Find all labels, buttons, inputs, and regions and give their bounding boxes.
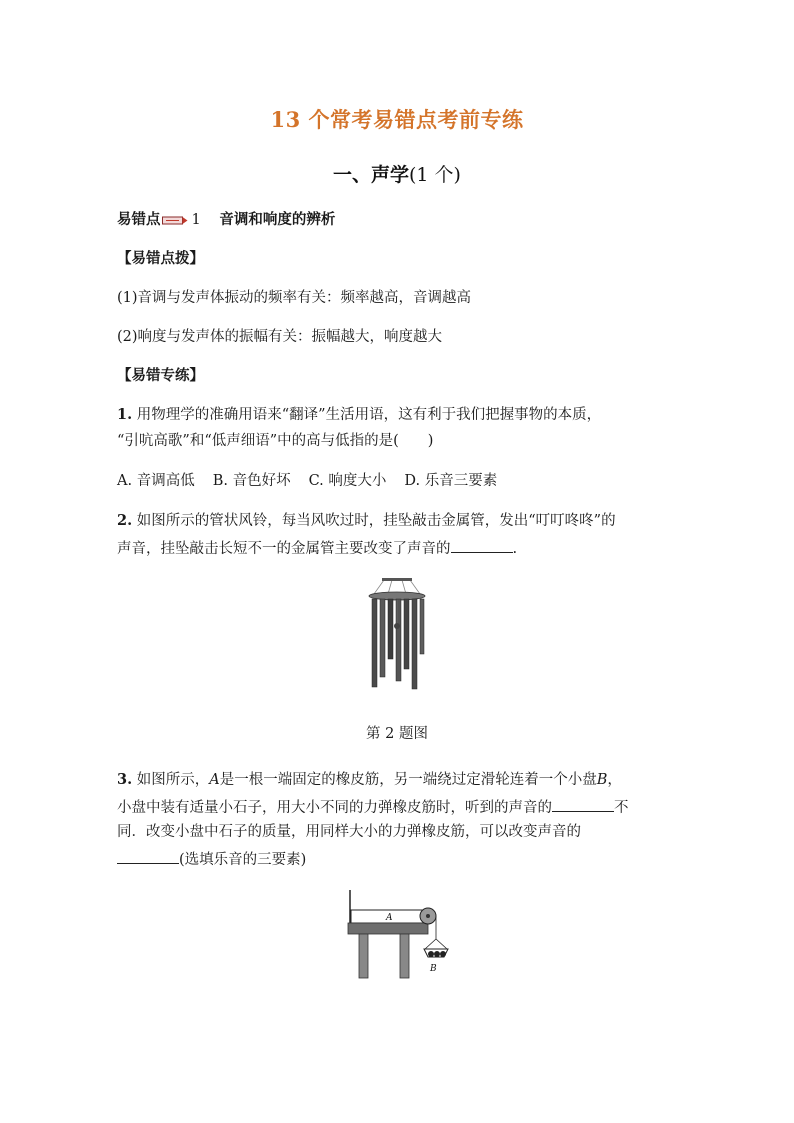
question-1-options bbox=[117, 471, 515, 491]
question-1-line-2: “引吭高歌”和“低声细语”中的高与低指的是( ) bbox=[117, 433, 434, 449]
document-title: 13 个常考易错点考前专练 bbox=[270, 107, 524, 132]
error-point-heading bbox=[117, 210, 335, 230]
answer-blank bbox=[552, 796, 614, 812]
answer-blank bbox=[451, 537, 513, 553]
pencil-icon bbox=[162, 215, 188, 226]
tip-2: (2)响度与发声体的振幅有关：振幅越大，响度越大 bbox=[117, 329, 443, 345]
answer-blank bbox=[117, 848, 179, 864]
error-point-topic: 音调和响度的辨析 bbox=[219, 211, 336, 228]
question-3-line-2: 小盘中装有适量小石子，用大小不同的力弹橡皮筋时，听到的声音的 不 bbox=[117, 796, 629, 818]
label-b: B bbox=[430, 964, 437, 974]
option-a: A. 音调高低 bbox=[117, 473, 195, 489]
question-3-line-4: (选填乐音的三要素) bbox=[117, 848, 306, 870]
question-3-number: 3. bbox=[117, 771, 133, 788]
option-b: B. 音色好坏 bbox=[212, 473, 291, 489]
tips-heading: 【易错点拨】 bbox=[117, 250, 204, 267]
error-point-number: 1 bbox=[191, 212, 201, 228]
option-c: C. 响度大小 bbox=[308, 473, 387, 489]
error-point-prefix: 易错点 bbox=[117, 211, 161, 228]
label-a: A bbox=[386, 913, 393, 923]
question-3-line-3: 同．改变小盘中石子的质量，用同样大小的力弹橡皮筋，可以改变声音的 bbox=[117, 824, 581, 840]
question-2-line-2: 声音，挂坠敲击长短不一的金属管主要改变了声音的 . bbox=[117, 537, 517, 559]
wind-chime-image bbox=[362, 578, 432, 694]
tip-1: (1)音调与发声体振动的频率有关：频率越高，音调越高 bbox=[117, 290, 472, 306]
question-1-text: 用物理学的准确用语来“翻译”生活用语，这有利于我们把握事物的本质， bbox=[132, 407, 602, 423]
question-2-number: 2. bbox=[117, 512, 133, 529]
rubber-band-pulley-diagram bbox=[340, 885, 458, 980]
question-1-number: 1. bbox=[117, 406, 133, 423]
practice-heading: 【易错专练】 bbox=[117, 367, 204, 384]
section-heading bbox=[0, 160, 794, 187]
question-1-line-1 bbox=[117, 405, 601, 425]
question-2-text: 如图所示的管状风铃，每当风吹过时，挂坠敲击金属管，发出“叮叮咚咚”的 bbox=[132, 513, 616, 529]
figure-2-caption: 第 2 题图 bbox=[366, 726, 428, 742]
section-count: (1 个) bbox=[409, 164, 461, 186]
question-3-line-1: 3. 如图所示，A是一根一端固定的橡皮筋，另一端绕过定滑轮连着一个小盘B， bbox=[117, 771, 622, 788]
question-2-line-1 bbox=[117, 511, 616, 531]
section-label: 一、声学 bbox=[333, 164, 410, 186]
option-d: D. 乐音三要素 bbox=[404, 473, 498, 489]
